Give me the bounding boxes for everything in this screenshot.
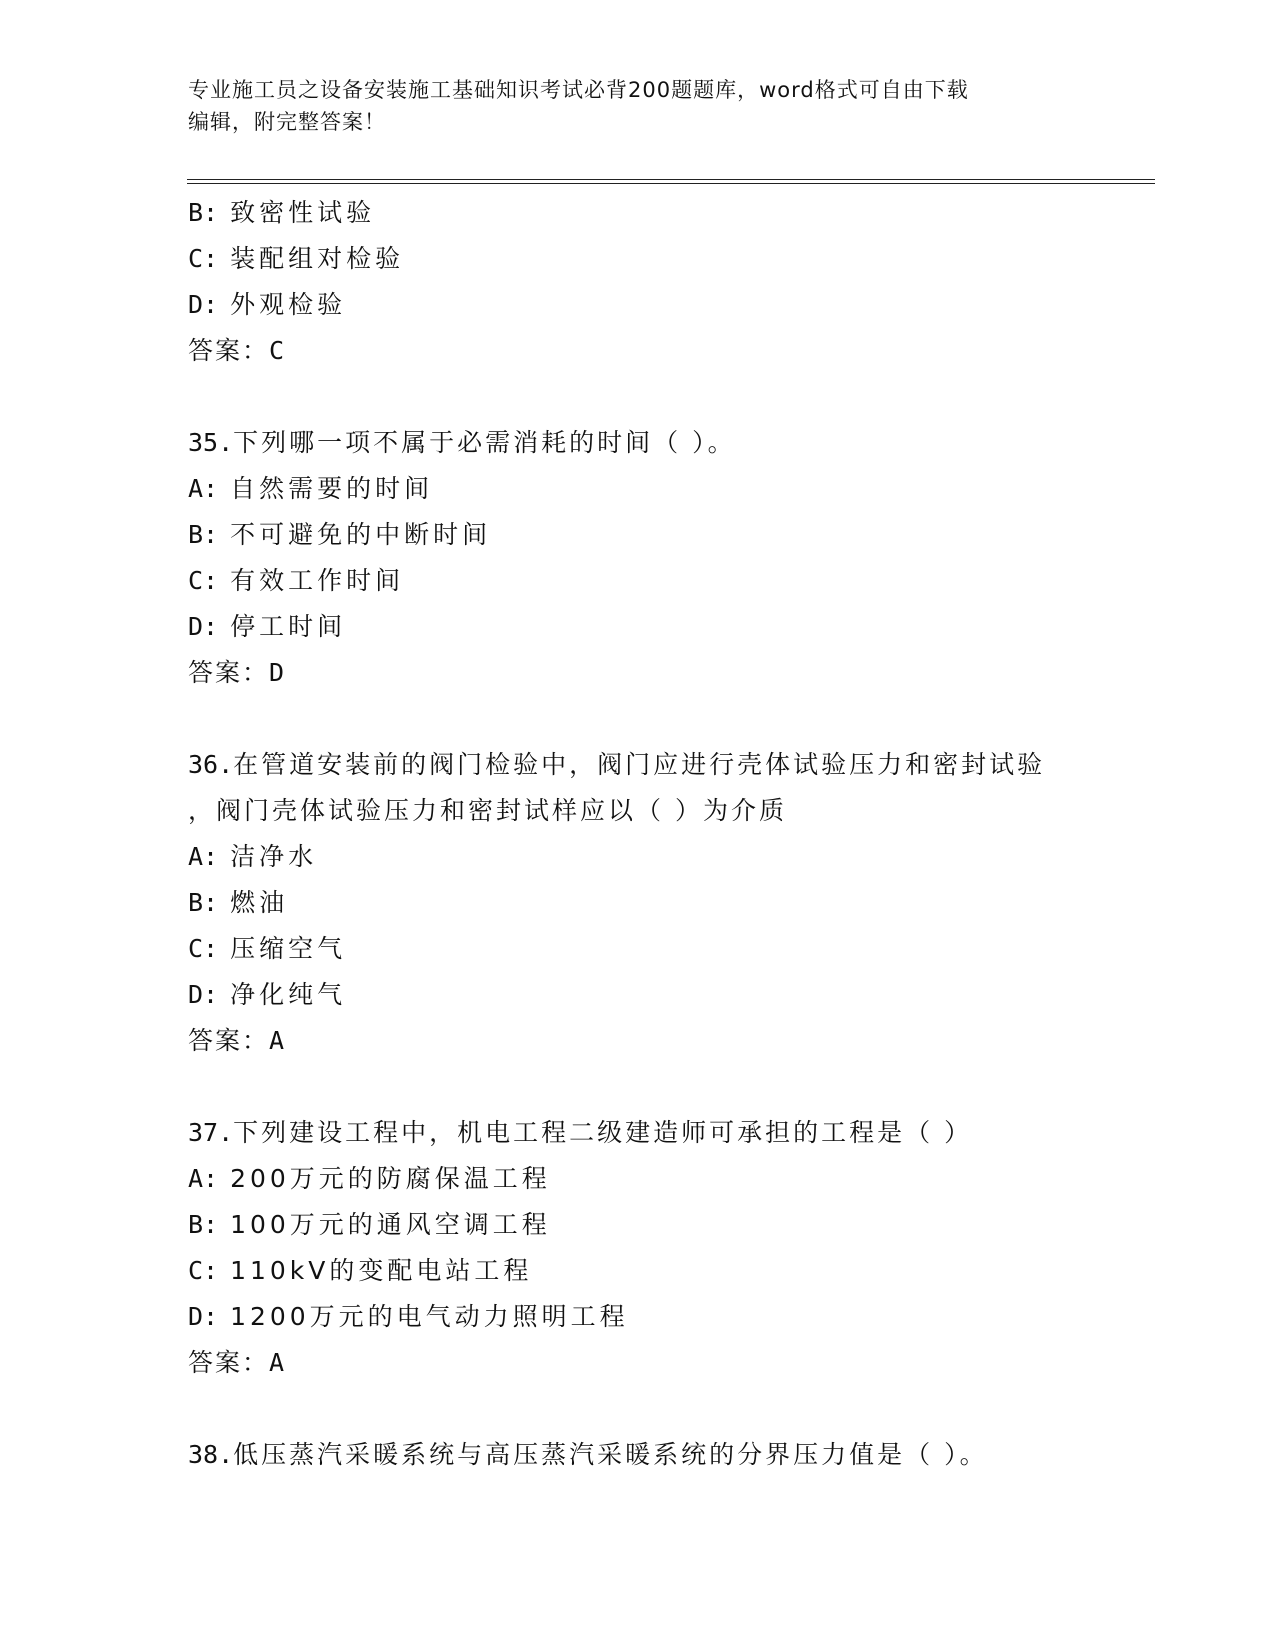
option-b [188, 512, 1108, 558]
option-text: 净化纯气 [230, 980, 347, 1009]
option-text: 1200万元的电气动力照明工程 [230, 1302, 629, 1331]
option-text: 洁净水 [230, 842, 318, 871]
question-text: ，阀门壳体试验压力和密封试样应以（ ）为介质 [188, 796, 787, 825]
spacer [188, 696, 1108, 742]
answer-line [188, 1340, 1108, 1386]
answer-label: 答案： [188, 1026, 270, 1055]
question-34 [188, 190, 1108, 374]
option-text: 致密性试验 [230, 198, 376, 227]
option-text: 200万元的防腐保温工程 [230, 1164, 551, 1193]
option-a [188, 1156, 1108, 1202]
question-number: 38. [188, 1440, 234, 1469]
option-text: 燃油 [230, 888, 289, 917]
question-number: 36. [188, 750, 234, 779]
question-text: 下列哪一项不属于必需消耗的时间（ ）。 [233, 428, 736, 457]
question-list [188, 190, 1108, 1478]
header-divider-bottom [187, 183, 1155, 184]
option-text: 压缩空气 [230, 934, 347, 963]
question-stem-continued [188, 788, 1108, 834]
option-text: 装配组对检验 [230, 244, 405, 273]
option-key: A: [188, 842, 219, 871]
question-number: 37. [188, 1118, 234, 1147]
option-d [188, 1294, 1108, 1340]
answer-line [188, 1018, 1108, 1064]
option-c [188, 236, 1108, 282]
option-key: C: [188, 244, 219, 273]
option-b [188, 880, 1108, 926]
option-c [188, 1248, 1108, 1294]
option-key: B: [188, 198, 219, 227]
answer-label: 答案： [188, 1348, 270, 1377]
option-key: B: [188, 1210, 219, 1239]
answer-value: C [269, 336, 285, 365]
option-key: B: [188, 888, 219, 917]
spacer [188, 1386, 1108, 1432]
document-header [188, 74, 1088, 138]
question-35 [188, 420, 1108, 696]
option-a [188, 834, 1108, 880]
answer-line [188, 650, 1108, 696]
question-number: 35. [188, 428, 234, 457]
question-38 [188, 1432, 1108, 1478]
question-text: 在管道安装前的阀门检验中，阀门应进行壳体试验压力和密封试验 [233, 750, 1046, 779]
question-stem [188, 1432, 1108, 1478]
option-d [188, 282, 1108, 328]
answer-label: 答案： [188, 658, 270, 687]
option-key: A: [188, 474, 219, 503]
option-key: C: [188, 934, 219, 963]
option-key: D: [188, 980, 219, 1009]
option-c [188, 926, 1108, 972]
option-text: 停工时间 [230, 612, 347, 641]
option-a [188, 466, 1108, 512]
option-d [188, 972, 1108, 1018]
option-text: 100万元的通风空调工程 [230, 1210, 551, 1239]
question-text: 低压蒸汽采暖系统与高压蒸汽采暖系统的分界压力值是（ ）。 [233, 1440, 988, 1469]
question-stem [188, 1110, 1108, 1156]
option-b [188, 190, 1108, 236]
answer-line [188, 328, 1108, 374]
option-key: D: [188, 290, 219, 319]
option-key: C: [188, 1256, 219, 1285]
option-text: 110kV的变配电站工程 [230, 1256, 533, 1285]
option-text: 外观检验 [230, 290, 347, 319]
option-text: 有效工作时间 [230, 566, 405, 595]
answer-value: D [269, 658, 285, 687]
option-text: 自然需要的时间 [230, 474, 434, 503]
spacer [188, 1064, 1108, 1110]
option-key: C: [188, 566, 219, 595]
option-text: 不可避免的中断时间 [230, 520, 492, 549]
spacer [188, 374, 1108, 420]
option-key: A: [188, 1164, 219, 1193]
option-c [188, 558, 1108, 604]
option-key: D: [188, 612, 219, 641]
question-stem [188, 420, 1108, 466]
question-37 [188, 1110, 1108, 1386]
question-36 [188, 742, 1108, 1064]
option-key: D: [188, 1302, 219, 1331]
question-stem [188, 742, 1108, 788]
option-d [188, 604, 1108, 650]
answer-value: A [269, 1026, 285, 1055]
header-line-2: 编辑，附完整答案！ [188, 110, 386, 134]
option-b [188, 1202, 1108, 1248]
header-divider-top [187, 179, 1155, 180]
answer-label: 答案： [188, 336, 270, 365]
question-text: 下列建设工程中，机电工程二级建造师可承担的工程是（ ） [233, 1118, 973, 1147]
answer-value: A [269, 1348, 285, 1377]
header-line-1: 专业施工员之设备安装施工基础知识考试必背200题题库，word格式可自由下载 [188, 78, 969, 102]
option-key: B: [188, 520, 219, 549]
